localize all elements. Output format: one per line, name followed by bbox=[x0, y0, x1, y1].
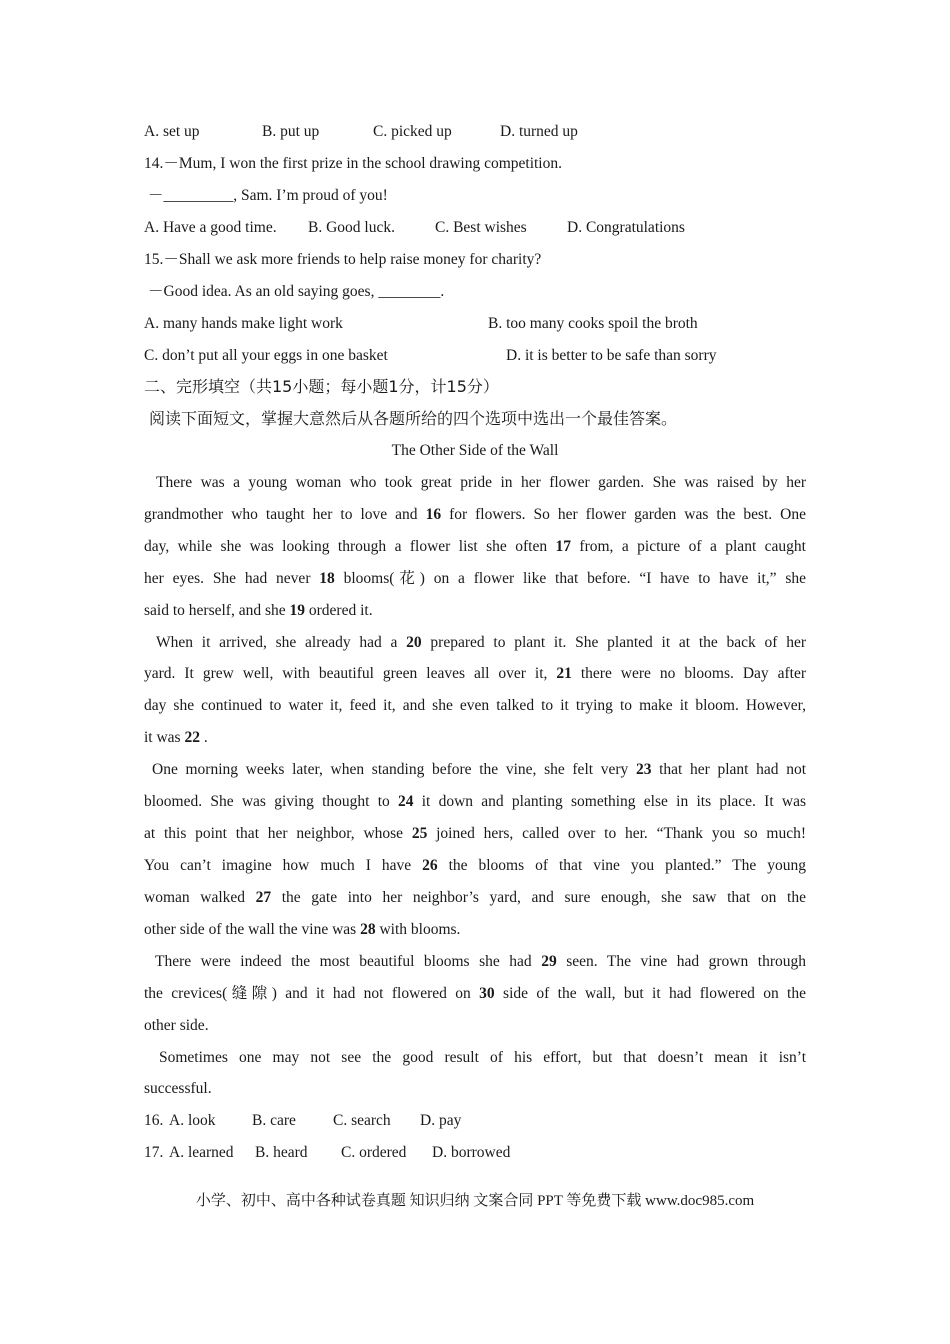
q14-options bbox=[144, 212, 806, 244]
q13-options bbox=[144, 116, 806, 148]
q15-option-a: A. many hands make light work bbox=[144, 315, 343, 332]
q14-option-b: B. Good luck. bbox=[308, 219, 395, 236]
q15-options-row2 bbox=[144, 340, 806, 372]
passage-text: day, while she was looking through a flower list she often bbox=[144, 538, 556, 555]
passage-line bbox=[152, 754, 806, 786]
passage-text: successful. bbox=[144, 1080, 212, 1097]
q13-option-c: C. picked up bbox=[373, 123, 452, 140]
passage-text: other side of the wall the vine was bbox=[144, 921, 361, 938]
passage-text: said to herself, and she bbox=[144, 602, 290, 619]
q15-option-b: B. too many cooks spoil the broth bbox=[488, 315, 698, 332]
blank-number: 27 bbox=[255, 889, 272, 906]
passage-text: the blooms of that vine you planted.” The young bbox=[437, 857, 806, 874]
blank-number: 22 bbox=[184, 729, 200, 746]
blank-number: 20 bbox=[406, 634, 422, 651]
passage-line bbox=[144, 595, 806, 627]
q14-answer-line: －_________, Sam. I’m proud of you! bbox=[148, 187, 388, 204]
passage-text: there were no blooms. Day after bbox=[571, 665, 806, 682]
q15-question: 15.－Shall we ask more friends to help raise money for charity? bbox=[144, 251, 542, 268]
passage-text: seen. The vine had grown through bbox=[556, 953, 807, 970]
passage-line bbox=[144, 658, 806, 690]
passage-text: When it arrived, she already had a bbox=[156, 634, 407, 651]
q16-number: 16. bbox=[144, 1112, 164, 1129]
passage-text: One morning weeks later, when standing before the vine, she felt very bbox=[152, 761, 636, 778]
q17-option-a: A. learned bbox=[169, 1144, 234, 1161]
passage-text: the crevices(缝隙) and it had not flowered on bbox=[144, 985, 480, 1002]
blank-number: 24 bbox=[398, 793, 414, 810]
passage-text: for flowers. So her flower garden was the best. One bbox=[441, 506, 806, 523]
passage-text: . bbox=[199, 729, 208, 746]
passage-line bbox=[155, 946, 806, 978]
blank-number: 28 bbox=[360, 921, 376, 938]
passage-line bbox=[144, 882, 806, 914]
q14-question: 14.－Mum, I won the first prize in the school drawing competition. bbox=[144, 155, 562, 172]
passage-line bbox=[156, 467, 806, 499]
passage-text: from, a picture of a plant caught bbox=[571, 538, 806, 555]
passage-title: The Other Side of the Wall bbox=[391, 442, 559, 459]
page-footer: 小学、初中、高中各种试卷真题 知识归纳 文案合同 PPT 等免费下载 www.doc985.com bbox=[195, 1193, 755, 1209]
q17-option-c: C. ordered bbox=[341, 1144, 407, 1161]
blank-number: 23 bbox=[635, 761, 652, 778]
passage-text: her eyes. She had never bbox=[144, 570, 320, 587]
blank-number: 21 bbox=[556, 665, 572, 682]
q13-option-a: A. set up bbox=[144, 123, 200, 140]
passage-text: side of the wall, but it had flowered on the bbox=[494, 985, 806, 1002]
passage-text: the gate into her neighbor’s yard, and sure enough, she saw that on the bbox=[271, 889, 806, 906]
passage-line bbox=[144, 499, 806, 531]
section2-heading: 二、完形填空（共15小题；每小题1分，计15分） bbox=[144, 377, 499, 396]
passage-line bbox=[144, 786, 806, 818]
passage-text: blooms(花) on a flower like that before. “I have to have it,” she bbox=[334, 570, 807, 587]
passage-text: day she continued to water it, feed it, and she even talked to it trying to make it bloom. However, bbox=[144, 697, 806, 714]
passage-line bbox=[144, 531, 806, 563]
q16-option-c: C. search bbox=[333, 1112, 391, 1129]
q17-number: 17. bbox=[144, 1144, 164, 1161]
q16-option-d: D. pay bbox=[420, 1112, 462, 1129]
passage-line bbox=[144, 914, 806, 946]
passage-text: it down and planting something else in its place. It was bbox=[413, 793, 806, 810]
q16-options bbox=[144, 1105, 806, 1137]
passage-line bbox=[144, 563, 806, 595]
passage-text: other side. bbox=[144, 1017, 209, 1034]
section2-instruction: 阅读下面短文，掌握大意然后从各题所给的四个选项中选出一个最佳答案。 bbox=[149, 409, 678, 428]
passage-text: There was a young woman who took great pride in her flower garden. She was raised by her bbox=[156, 474, 806, 491]
passage-line bbox=[144, 818, 806, 850]
blank-number: 17 bbox=[555, 538, 571, 555]
passage-text: grandmother who taught her to love and bbox=[144, 506, 426, 523]
passage-text: prepared to plant it. She planted it at the back of her bbox=[421, 634, 806, 651]
q17-options bbox=[144, 1137, 806, 1169]
passage-line bbox=[144, 978, 806, 1010]
blank-number: 16 bbox=[425, 506, 442, 523]
q16-option-b: B. care bbox=[252, 1112, 296, 1129]
passage-line bbox=[144, 1010, 806, 1042]
q13-option-d: D. turned up bbox=[500, 123, 578, 140]
passage-text: bloomed. She was giving thought to bbox=[144, 793, 398, 810]
passage-line bbox=[159, 1042, 806, 1074]
passage-text: yard. It grew well, with beautiful green leaves all over it, bbox=[144, 665, 557, 682]
passage-line bbox=[144, 722, 806, 754]
blank-number: 29 bbox=[541, 953, 557, 970]
passage-line bbox=[144, 850, 806, 882]
passage-text: There were indeed the most beautiful blooms she had bbox=[155, 953, 542, 970]
passage-line bbox=[156, 627, 806, 659]
q15-option-d: D. it is better to be safe than sorry bbox=[506, 347, 717, 364]
passage-line bbox=[144, 690, 806, 722]
blank-number: 18 bbox=[319, 570, 335, 587]
passage-text: Sometimes one may not see the good result of his effort, but that doesn’t mean it isn’t bbox=[159, 1049, 806, 1066]
blank-number: 25 bbox=[411, 825, 428, 842]
q15-option-c: C. don’t put all your eggs in one basket bbox=[144, 347, 388, 364]
q15-answer-line: －Good idea. As an old saying goes, ________. bbox=[148, 283, 445, 300]
passage-text: woman walked bbox=[144, 889, 256, 906]
q14-option-c: C. Best wishes bbox=[435, 219, 527, 236]
q16-option-a: A. look bbox=[169, 1112, 216, 1129]
passage-text: at this point that her neighbor, whose bbox=[144, 825, 412, 842]
blank-number: 30 bbox=[479, 985, 495, 1002]
passage-text: that her plant had not bbox=[651, 761, 806, 778]
passage-line bbox=[144, 1073, 806, 1105]
passage-text: You can’t imagine how much I have bbox=[144, 857, 423, 874]
q15-options-row1 bbox=[144, 308, 806, 340]
q14-option-a: A. Have a good time. bbox=[144, 219, 277, 236]
passage-text: it was bbox=[144, 729, 185, 746]
q17-option-d: D. borrowed bbox=[432, 1144, 511, 1161]
q13-option-b: B. put up bbox=[262, 123, 320, 140]
q14-option-d: D. Congratulations bbox=[567, 219, 685, 236]
passage-text: joined hers, called over to her. “Thank you so much! bbox=[427, 825, 806, 842]
passage-text: with blooms. bbox=[375, 921, 461, 938]
q17-option-b: B. heard bbox=[255, 1144, 308, 1161]
blank-number: 19 bbox=[289, 602, 305, 619]
blank-number: 26 bbox=[422, 857, 438, 874]
passage-text: ordered it. bbox=[305, 602, 373, 619]
